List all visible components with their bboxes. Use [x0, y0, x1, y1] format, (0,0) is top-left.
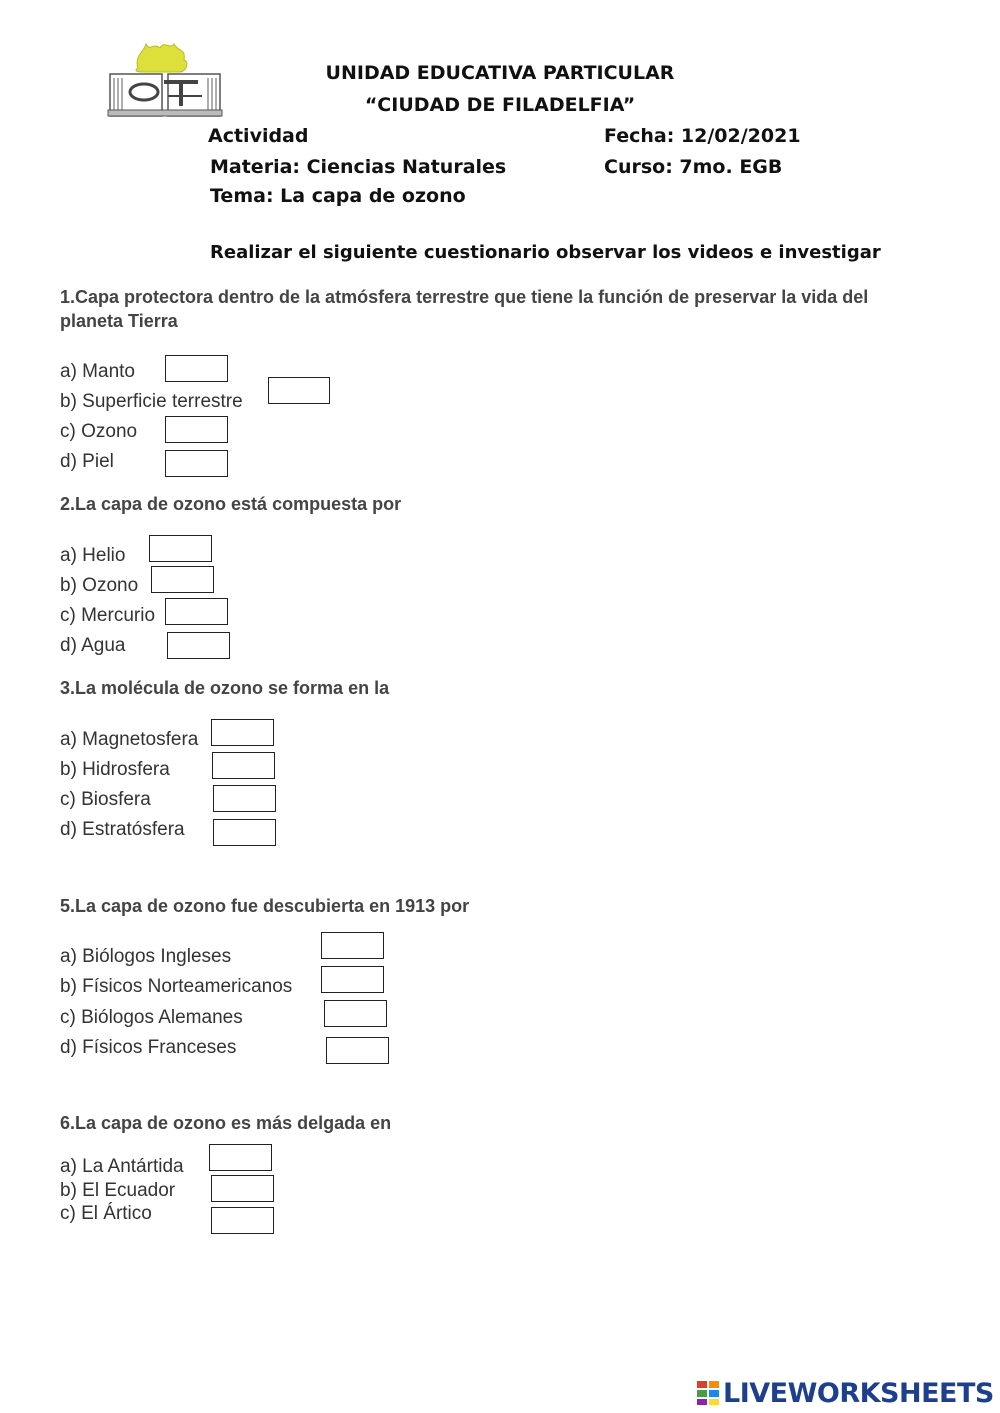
q6-option-b: b) El Ecuador — [60, 1180, 176, 1201]
q2-answer-box-d[interactable] — [167, 632, 230, 659]
q6-answer-box-a[interactable] — [209, 1144, 272, 1171]
q2-answer-box-b[interactable] — [151, 566, 214, 593]
subject-label: Materia: Ciencias Naturales — [210, 156, 507, 178]
instructions: Realizar el siguiente cuestionario observar los videos e investigar — [210, 242, 881, 263]
q1-answer-box-a[interactable] — [165, 355, 228, 382]
q1-option-d: d) Piel — [60, 451, 114, 472]
brand-text: LIVEWORKSHEETS — [723, 1377, 994, 1409]
q1-option-b: b) Superficie terrestre — [60, 391, 243, 412]
q5-answer-box-c[interactable] — [324, 1000, 387, 1027]
q2-option-b: b) Ozono — [60, 575, 139, 596]
q5-answer-box-d[interactable] — [326, 1037, 389, 1064]
q5-option-d: d) Físicos Franceses — [60, 1037, 237, 1058]
q2-option-a: a) Helio — [60, 545, 126, 566]
q1-option-a: a) Manto — [60, 361, 135, 382]
date-label: Fecha: 12/02/2021 — [604, 125, 801, 147]
q3-answer-box-a[interactable] — [211, 719, 274, 746]
q6-answer-box-c[interactable] — [211, 1207, 274, 1234]
activity-label: Actividad — [208, 125, 309, 147]
school-name: UNIDAD EDUCATIVA PARTICULAR — [325, 62, 675, 84]
question-1: 1.Capa protectora dentro de la atmósfera terrestre que tiene la función de preservar la vida del planeta Tierra — [60, 287, 869, 331]
q6-answer-box-b[interactable] — [211, 1175, 274, 1202]
q3-option-b: b) Hidrosfera — [60, 759, 170, 780]
q3-option-d: d) Estratósfera — [60, 819, 185, 840]
question-6: 6.La capa de ozono es más delgada en — [60, 1113, 392, 1133]
q5-answer-box-a[interactable] — [321, 932, 384, 959]
q1-answer-box-c[interactable] — [165, 416, 228, 443]
liveworksheets-brand — [696, 1377, 994, 1409]
q3-answer-box-d[interactable] — [213, 819, 276, 846]
question-3: 3.La molécula de ozono se forma en la — [60, 678, 390, 698]
q2-option-d: d) Agua — [60, 635, 126, 656]
q3-option-c: c) Biosfera — [60, 789, 151, 810]
q2-option-c: c) Mercurio — [60, 605, 156, 626]
q1-option-c: c) Ozono — [60, 421, 138, 442]
q3-option-a: a) Magnetosfera — [60, 729, 199, 750]
q5-option-b: b) Físicos Norteamericanos — [60, 976, 293, 997]
q1-answer-box-b[interactable] — [268, 377, 330, 404]
q3-answer-box-c[interactable] — [213, 785, 276, 812]
q6-option-c: c) El Ártico — [60, 1203, 152, 1224]
question-2: 2.La capa de ozono está compuesta por — [60, 494, 402, 514]
question-5: 5.La capa de ozono fue descubierta en 1913 por — [60, 896, 470, 916]
school-name-quoted: “CIUDAD DE FILADELFIA” — [364, 94, 636, 116]
q5-answer-box-b[interactable] — [321, 966, 384, 993]
q6-option-a: a) La Antártida — [60, 1156, 184, 1177]
grade-label: Curso: 7mo. EGB — [604, 156, 783, 178]
q5-option-c: c) Biólogos Alemanes — [60, 1007, 243, 1028]
q2-answer-box-a[interactable] — [149, 535, 212, 562]
q3-answer-box-b[interactable] — [212, 752, 275, 779]
topic-label: Tema: La capa de ozono — [210, 185, 466, 207]
liveworksheets-logo-icon — [696, 1380, 720, 1406]
q5-option-a: a) Biólogos Ingleses — [60, 946, 232, 967]
q1-answer-box-d[interactable] — [165, 450, 228, 477]
q2-answer-box-c[interactable] — [165, 598, 228, 625]
